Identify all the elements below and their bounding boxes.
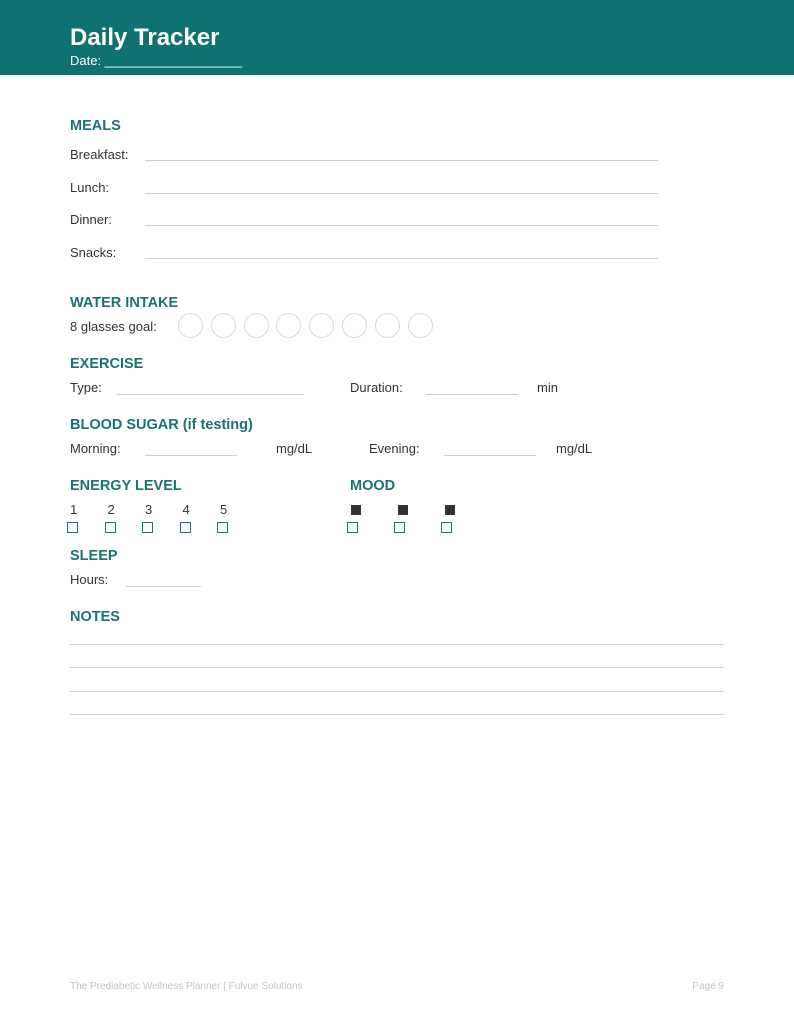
breakfast-label: Breakfast:: [70, 147, 129, 162]
mood-section-title: MOOD: [350, 478, 396, 494]
sleep-hours-line[interactable]: [126, 586, 201, 587]
evening-unit: mg/dL: [556, 441, 593, 456]
exercise-type-line[interactable]: [117, 394, 304, 395]
footer-left: The Prediabetic Wellness Planner | Fulvue Solutions: [70, 981, 303, 992]
exercise-duration-label: Duration:: [350, 380, 403, 395]
meals-section-title: MEALS: [70, 118, 121, 134]
water-glass-circle[interactable]: [244, 313, 269, 338]
energy-level-checkbox[interactable]: [105, 522, 116, 533]
evening-label: Evening:: [369, 441, 420, 456]
snacks-line[interactable]: [145, 258, 658, 259]
energy-section-title: ENERGY LEVEL: [70, 478, 182, 494]
mood-icon: [398, 505, 408, 515]
notes-line[interactable]: [70, 714, 724, 715]
blood-sugar-section-title: BLOOD SUGAR (if testing): [70, 417, 253, 433]
evening-line[interactable]: [444, 455, 536, 456]
notes-section-title: NOTES: [70, 609, 120, 625]
water-goal-label: 8 glasses goal:: [70, 319, 157, 334]
energy-level-checkbox[interactable]: [180, 522, 191, 533]
exercise-duration-unit: min: [537, 380, 558, 395]
water-glass-circle[interactable]: [276, 313, 301, 338]
page-title: Daily Tracker: [70, 24, 220, 51]
footer-page-number: Page 9: [692, 981, 724, 992]
water-section-title: WATER INTAKE: [70, 295, 179, 311]
notes-line[interactable]: [70, 691, 724, 692]
energy-level-checkbox[interactable]: [67, 522, 78, 533]
mood-icon: [351, 505, 361, 515]
notes-line[interactable]: [70, 667, 724, 668]
sleep-section-title: SLEEP: [70, 548, 118, 564]
energy-level-number: 3: [145, 502, 153, 517]
mood-icon: [445, 505, 455, 515]
morning-line[interactable]: [145, 455, 237, 456]
exercise-duration-line[interactable]: [426, 394, 518, 395]
water-glass-circle[interactable]: [309, 313, 334, 338]
lunch-label: Lunch:: [70, 180, 110, 195]
water-glass-circle[interactable]: [178, 313, 203, 338]
water-glass-circle[interactable]: [408, 313, 433, 338]
mood-checkbox[interactable]: [441, 522, 452, 533]
exercise-section-title: EXERCISE: [70, 356, 144, 372]
energy-level-number: 4: [182, 502, 190, 517]
water-glass-circle[interactable]: [211, 313, 236, 338]
sleep-hours-label: Hours:: [70, 572, 109, 587]
water-glass-circle[interactable]: [342, 313, 367, 338]
energy-level-number: 5: [220, 502, 228, 517]
mood-checkbox[interactable]: [347, 522, 358, 533]
energy-level-checkbox[interactable]: [142, 522, 153, 533]
lunch-line[interactable]: [145, 193, 658, 194]
dinner-label: Dinner:: [70, 212, 112, 227]
morning-label: Morning:: [70, 441, 121, 456]
energy-level-checkbox[interactable]: [217, 522, 228, 533]
date-label: Date: ___________________: [70, 53, 243, 68]
page-header: [0, 0, 794, 75]
morning-unit: mg/dL: [276, 441, 313, 456]
dinner-line[interactable]: [145, 225, 658, 226]
snacks-label: Snacks:: [70, 245, 117, 260]
water-glass-circle[interactable]: [375, 313, 400, 338]
notes-line[interactable]: [70, 644, 724, 645]
energy-level-number: 2: [107, 502, 115, 517]
mood-checkbox[interactable]: [394, 522, 405, 533]
breakfast-line[interactable]: [145, 160, 658, 161]
exercise-type-label: Type:: [70, 380, 102, 395]
energy-level-number: 1: [70, 502, 78, 517]
